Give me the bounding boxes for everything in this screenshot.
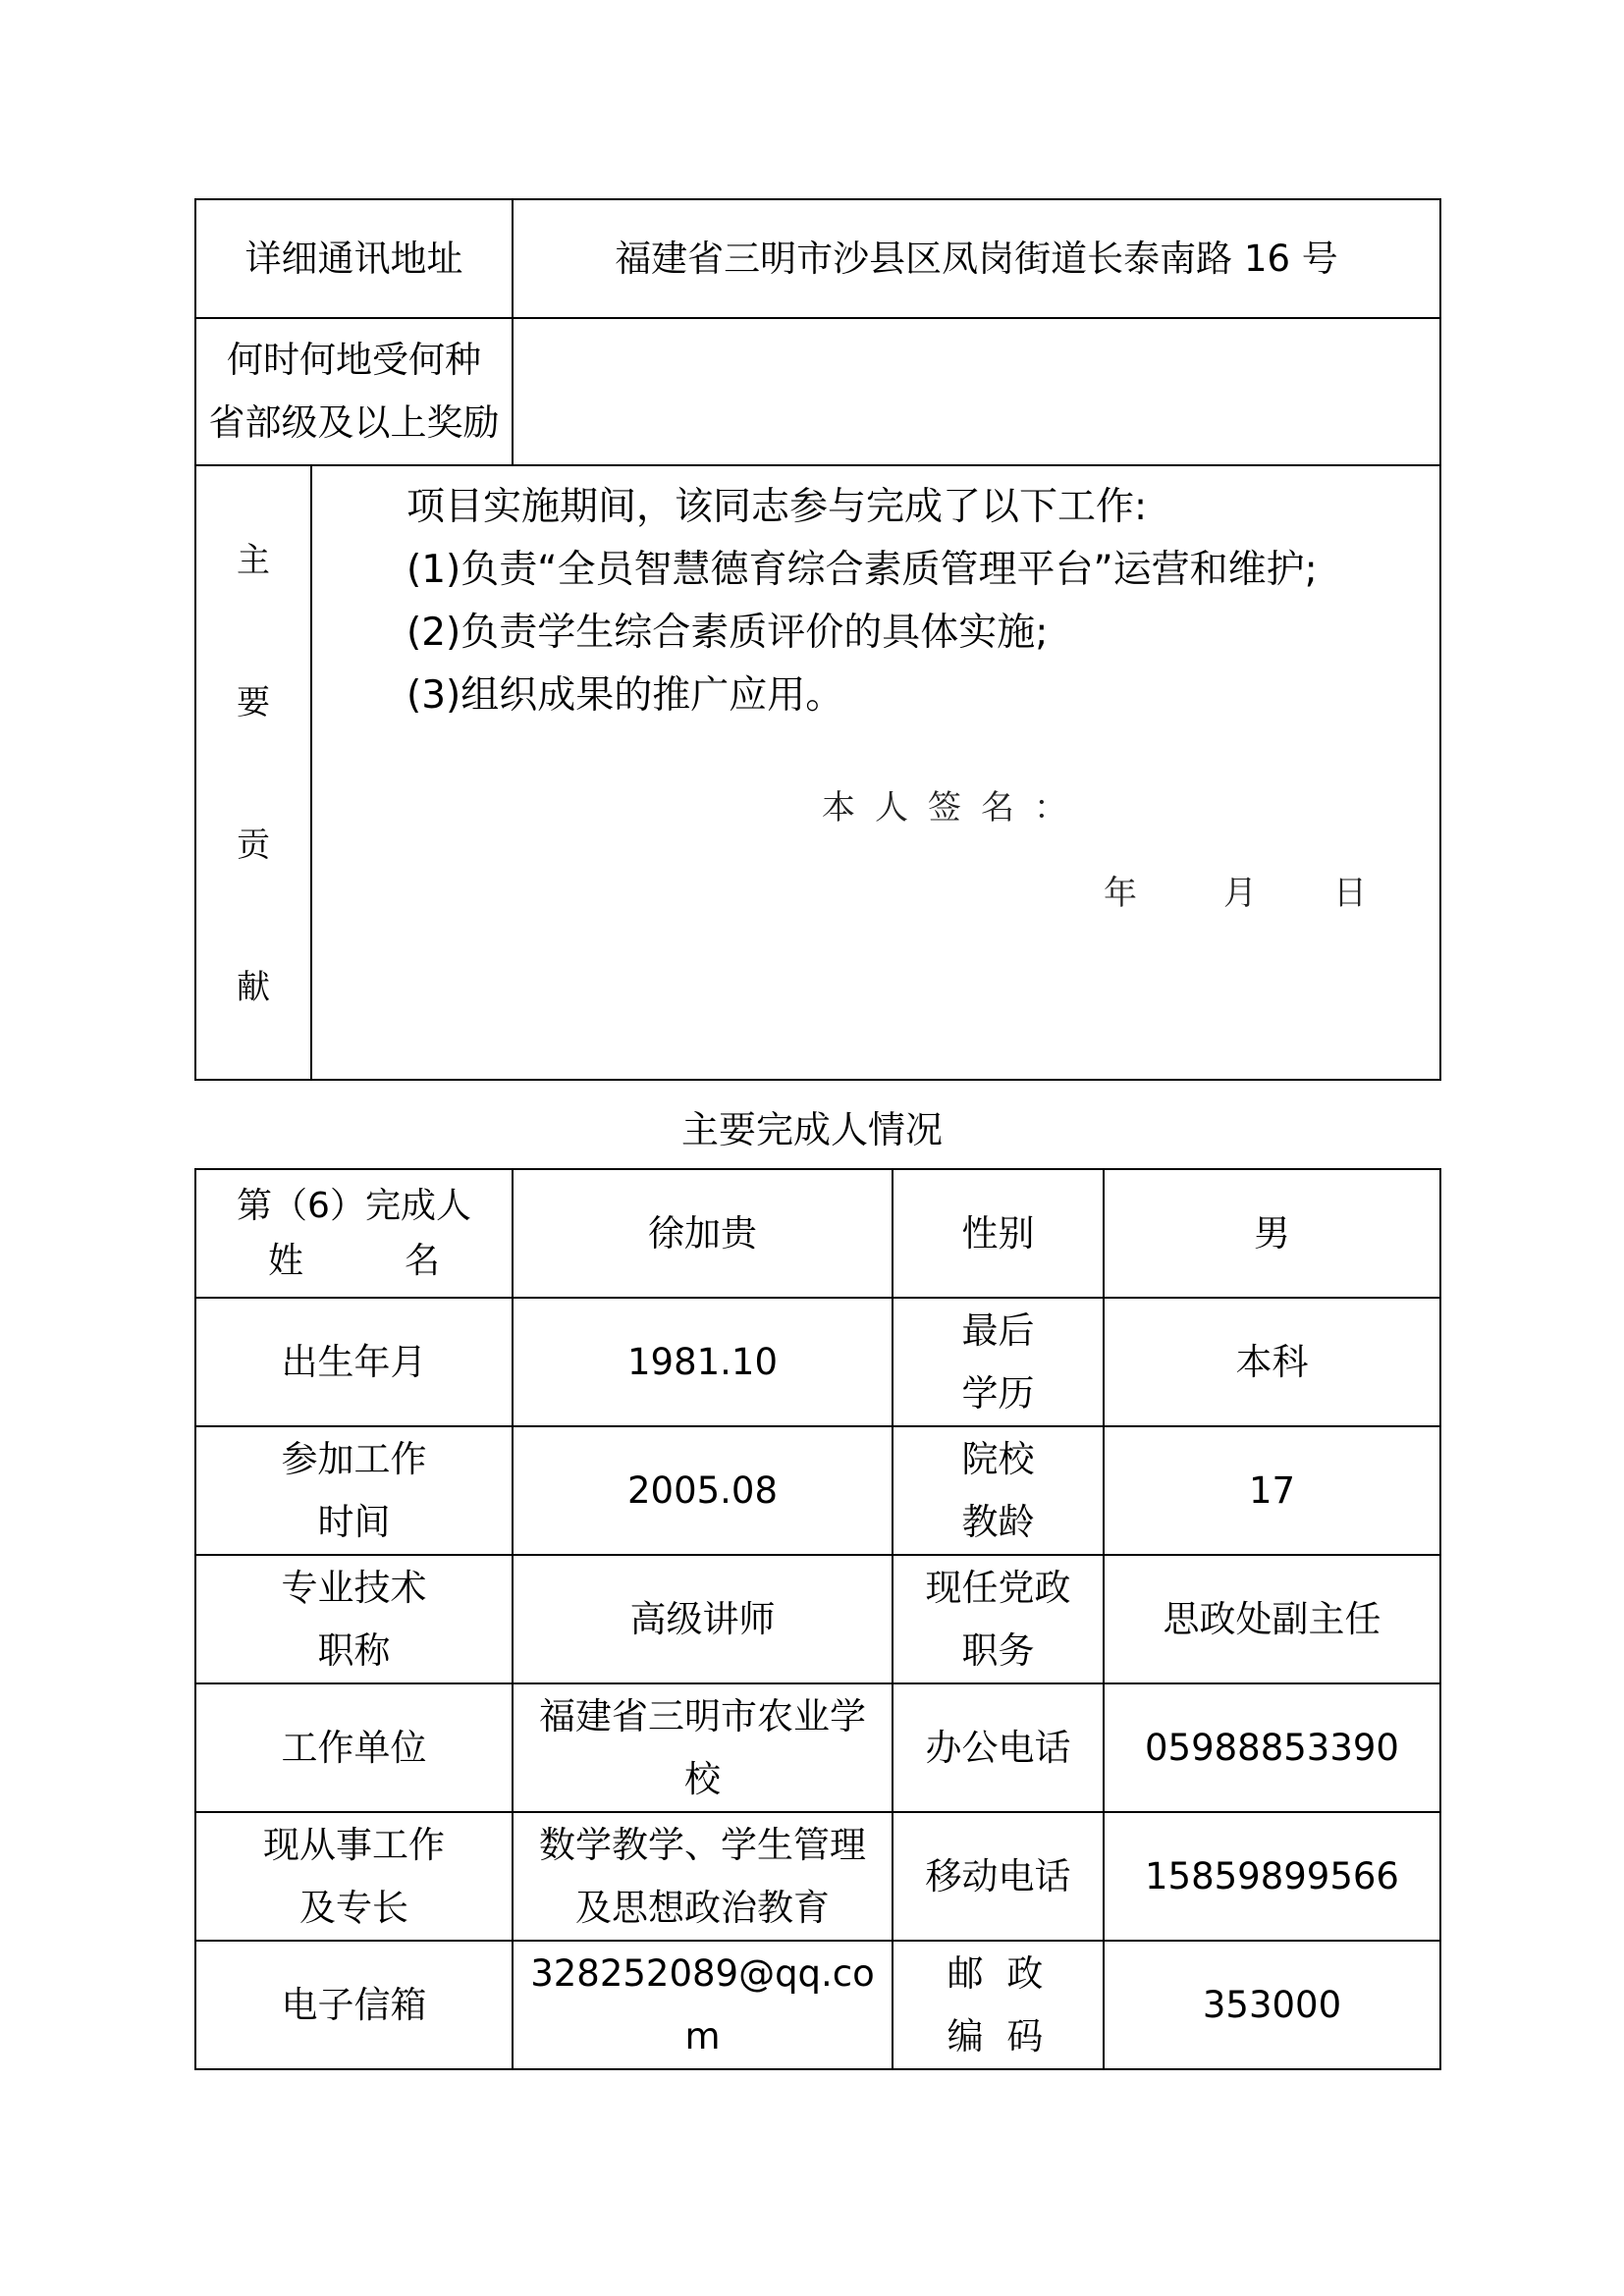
date-year-label: 年 bbox=[1104, 874, 1137, 913]
employer-value bbox=[513, 1683, 893, 1812]
specialty-value-line1: 数学教学、学生管理 bbox=[539, 1823, 866, 1866]
date-month-label: 月 bbox=[1223, 874, 1257, 913]
contribution-line-3: (3)组织成果的推广应用。 bbox=[406, 673, 844, 718]
postcode-label-line1: 邮 政 bbox=[947, 1951, 1050, 1995]
contribution-text bbox=[406, 476, 1318, 727]
work-start-label-line1: 参加工作 bbox=[281, 1437, 427, 1480]
contribution-line-1: (1)负责“全员智慧德育综合素质管理平台”运营和维护; bbox=[406, 548, 1318, 592]
address-label: 详细通讯地址 bbox=[195, 199, 513, 318]
email-value-line2: m bbox=[684, 2014, 721, 2057]
contribution-char-4: 献 bbox=[237, 968, 270, 1007]
title-value: 高级讲师 bbox=[513, 1555, 893, 1683]
education-label-line1: 最后 bbox=[961, 1308, 1035, 1352]
teaching-years-label-line1: 院校 bbox=[961, 1437, 1035, 1480]
education-value: 本科 bbox=[1104, 1298, 1440, 1426]
teaching-years-value: 17 bbox=[1104, 1426, 1440, 1555]
work-start-label bbox=[195, 1426, 513, 1555]
position-label-line2: 职务 bbox=[961, 1629, 1035, 1672]
contribution-char-3: 贡 bbox=[237, 826, 270, 865]
contribution-char-1: 主 bbox=[237, 541, 270, 580]
employer-label: 工作单位 bbox=[195, 1683, 513, 1812]
employer-value-line2: 校 bbox=[684, 1757, 721, 1800]
postcode-label bbox=[893, 1941, 1104, 2069]
contribution-table bbox=[194, 198, 1441, 1081]
education-label-line2: 学历 bbox=[961, 1371, 1035, 1415]
signature-label: 本人签名： bbox=[822, 788, 1087, 828]
postcode-value: 353000 bbox=[1104, 1941, 1440, 2069]
email-value-line1: 328252089@qq.co bbox=[530, 1951, 875, 1995]
name-label-line2 bbox=[268, 1234, 440, 1289]
section-title: 主要完成人情况 bbox=[680, 1108, 943, 1151]
contribution-label bbox=[195, 465, 311, 1080]
postcode-label-line2: 编 码 bbox=[947, 2014, 1050, 2057]
awards-value bbox=[513, 318, 1440, 465]
position-value: 思政处副主任 bbox=[1104, 1555, 1440, 1683]
mobile-value: 15859899566 bbox=[1104, 1812, 1440, 1941]
person-info-table bbox=[194, 1168, 1441, 2070]
position-label bbox=[893, 1555, 1104, 1683]
work-start-value: 2005.08 bbox=[513, 1426, 893, 1555]
title-label bbox=[195, 1555, 513, 1683]
mobile-label: 移动电话 bbox=[893, 1812, 1104, 1941]
contribution-line-2: (2)负责学生综合素质评价的具体实施; bbox=[406, 611, 1049, 655]
address-value: 福建省三明市沙县区凤岗街道长泰南路 16 号 bbox=[513, 199, 1440, 318]
employer-value-line1: 福建省三明市农业学 bbox=[539, 1694, 866, 1737]
specialty-label-line1: 现从事工作 bbox=[263, 1823, 445, 1866]
email-value bbox=[513, 1941, 893, 2069]
name-label-ming: 名 bbox=[404, 1240, 440, 1281]
contribution-char-2: 要 bbox=[237, 683, 270, 722]
specialty-label-line2: 及专长 bbox=[299, 1886, 408, 1929]
teaching-years-label-line2: 教龄 bbox=[961, 1500, 1035, 1543]
name-label-xing: 姓 bbox=[268, 1240, 304, 1281]
specialty-value bbox=[513, 1812, 893, 1941]
name-label bbox=[195, 1169, 513, 1298]
email-label: 电子信箱 bbox=[195, 1941, 513, 2069]
specialty-label bbox=[195, 1812, 513, 1941]
office-phone-label: 办公电话 bbox=[893, 1683, 1104, 1812]
title-label-line1: 专业技术 bbox=[281, 1566, 427, 1609]
work-start-label-line2: 时间 bbox=[317, 1500, 391, 1543]
teaching-years-label bbox=[893, 1426, 1104, 1555]
office-phone-value: 05988853390 bbox=[1104, 1683, 1440, 1812]
education-label bbox=[893, 1298, 1104, 1426]
awards-label bbox=[195, 318, 513, 465]
birth-value: 1981.10 bbox=[513, 1298, 893, 1426]
gender-value: 男 bbox=[1104, 1169, 1440, 1298]
contribution-content bbox=[311, 465, 1440, 1080]
name-label-line1: 第（6）完成人 bbox=[237, 1185, 471, 1226]
position-label-line1: 现任党政 bbox=[925, 1566, 1071, 1609]
birth-label: 出生年月 bbox=[195, 1298, 513, 1426]
awards-label-line1: 何时何地受何种 bbox=[227, 339, 481, 381]
specialty-value-line2: 及思想政治教育 bbox=[575, 1886, 830, 1929]
gender-label: 性别 bbox=[893, 1169, 1104, 1298]
contribution-line-intro: 项目实施期间，该同志参与完成了以下工作: bbox=[406, 485, 1148, 529]
date-day-label: 日 bbox=[1333, 874, 1367, 913]
title-label-line2: 职称 bbox=[317, 1629, 391, 1672]
awards-label-line2: 省部级及以上奖励 bbox=[208, 401, 500, 444]
name-value: 徐加贵 bbox=[513, 1169, 893, 1298]
